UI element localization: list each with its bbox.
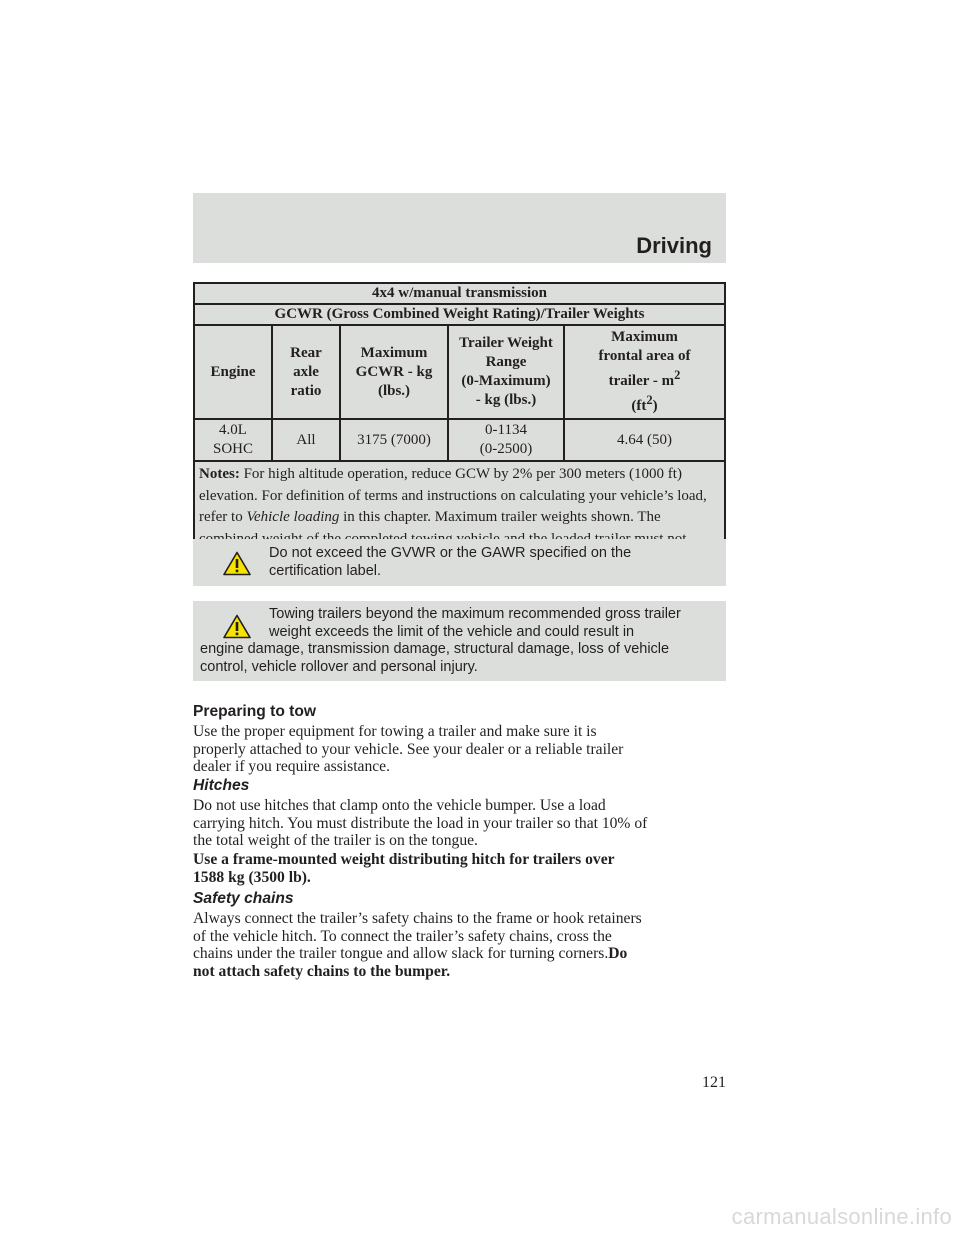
- notes-label: Notes:: [199, 466, 240, 482]
- cell-gcwr: 3175 (7000): [340, 419, 448, 461]
- col-frontal-area: Maximum frontal area of trailer - $m^2$ $(ft^2)$: [564, 325, 725, 419]
- cell-axle: All: [272, 419, 340, 461]
- safety-bold-line: not attach safety chains to the bumper.: [193, 962, 451, 980]
- table-title: 4x4 w/manual transmission: [194, 283, 725, 304]
- hitches-bold-note: Use a frame-mounted weight distributing hitch for trailers over 1588 kg (3500 lb).: [193, 851, 615, 886]
- warning-triangle-icon: [223, 551, 251, 576]
- col-trailer-range: Trailer Weight Range (0-Maximum) - kg (lbs.): [448, 325, 564, 419]
- warning-text-towing-1: Towing trailers beyond the maximum recommended gross trailer weight exceeds the limit of the vehicle and could result in: [269, 606, 681, 640]
- heading-preparing-to-tow: Preparing to tow: [193, 703, 317, 720]
- page-number: 121: [702, 1074, 726, 1091]
- warning-text-towing-2: engine damage, transmission damage, structural damage, loss of vehicle control, vehicle rollover and personal injury.: [200, 641, 670, 675]
- notes-text: For high altitude operation, reduce GCW by 2% per 300 meters (1000 ft) elevation. For definition of terms and instructions on calculating your vehicle’s load, refer to: [199, 466, 707, 525]
- warning-text-gvwr: Do not exceed the GVWR or the GAWR specified on the certification label.: [269, 545, 632, 579]
- towing-table: [193, 282, 726, 576]
- cell-area: 4.64 (50): [564, 419, 725, 461]
- warning-box-towing: [193, 601, 726, 681]
- heading-hitches: Hitches: [193, 777, 250, 794]
- warning-box-gvwr: [193, 539, 726, 586]
- preparing-paragraph: Use the proper equipment for towing a trailer and make sure it is properly attached to your vehicle. See your dealer or a reliable trailer dealer if you require assistance.: [193, 723, 624, 775]
- table-row: [194, 419, 725, 461]
- warning-triangle-icon: [223, 614, 251, 639]
- heading-safety-chains: Safety chains: [193, 890, 294, 907]
- section-header: [193, 193, 726, 263]
- notes-text-2: in this chapter. Maximum trailer weights shown. The: [343, 509, 661, 525]
- cell-range: 0-1134 (0-2500): [448, 419, 564, 461]
- table-title-row: [194, 283, 725, 304]
- table-header-row: [194, 325, 725, 419]
- col-engine: Engine: [194, 325, 272, 419]
- cell-engine: 4.0L SOHC: [194, 419, 272, 461]
- watermark: carmanualsonline.info: [731, 1204, 952, 1229]
- table-subtitle: GCWR (Gross Combined Weight Rating)/Trailer Weights: [194, 304, 725, 325]
- safety-paragraph: Always connect the trailer’s safety chains to the frame or hook retainers of the vehicle hitch. To connect the trailer’s safety chains, cross the chains under the trailer tongue and allow slack for turning corners.Do not attach safety chains to the bumper.: [193, 910, 733, 980]
- section-title: Driving: [636, 233, 712, 258]
- hitches-paragraph: Do not use hitches that clamp onto the vehicle bumper. Use a load carrying hitch. You must distribute the load in your trailer so that 10% of the total weight of the trailer is on the tongue.: [193, 797, 648, 849]
- table-subtitle-row: [194, 304, 725, 325]
- col-rear-axle: Rear axle ratio: [272, 325, 340, 419]
- vehicle-loading-reference: Vehicle loading: [246, 509, 340, 525]
- col-max-gcwr: Maximum GCWR - kg (lbs.): [340, 325, 448, 419]
- safety-bold-inline: Do: [608, 945, 628, 962]
